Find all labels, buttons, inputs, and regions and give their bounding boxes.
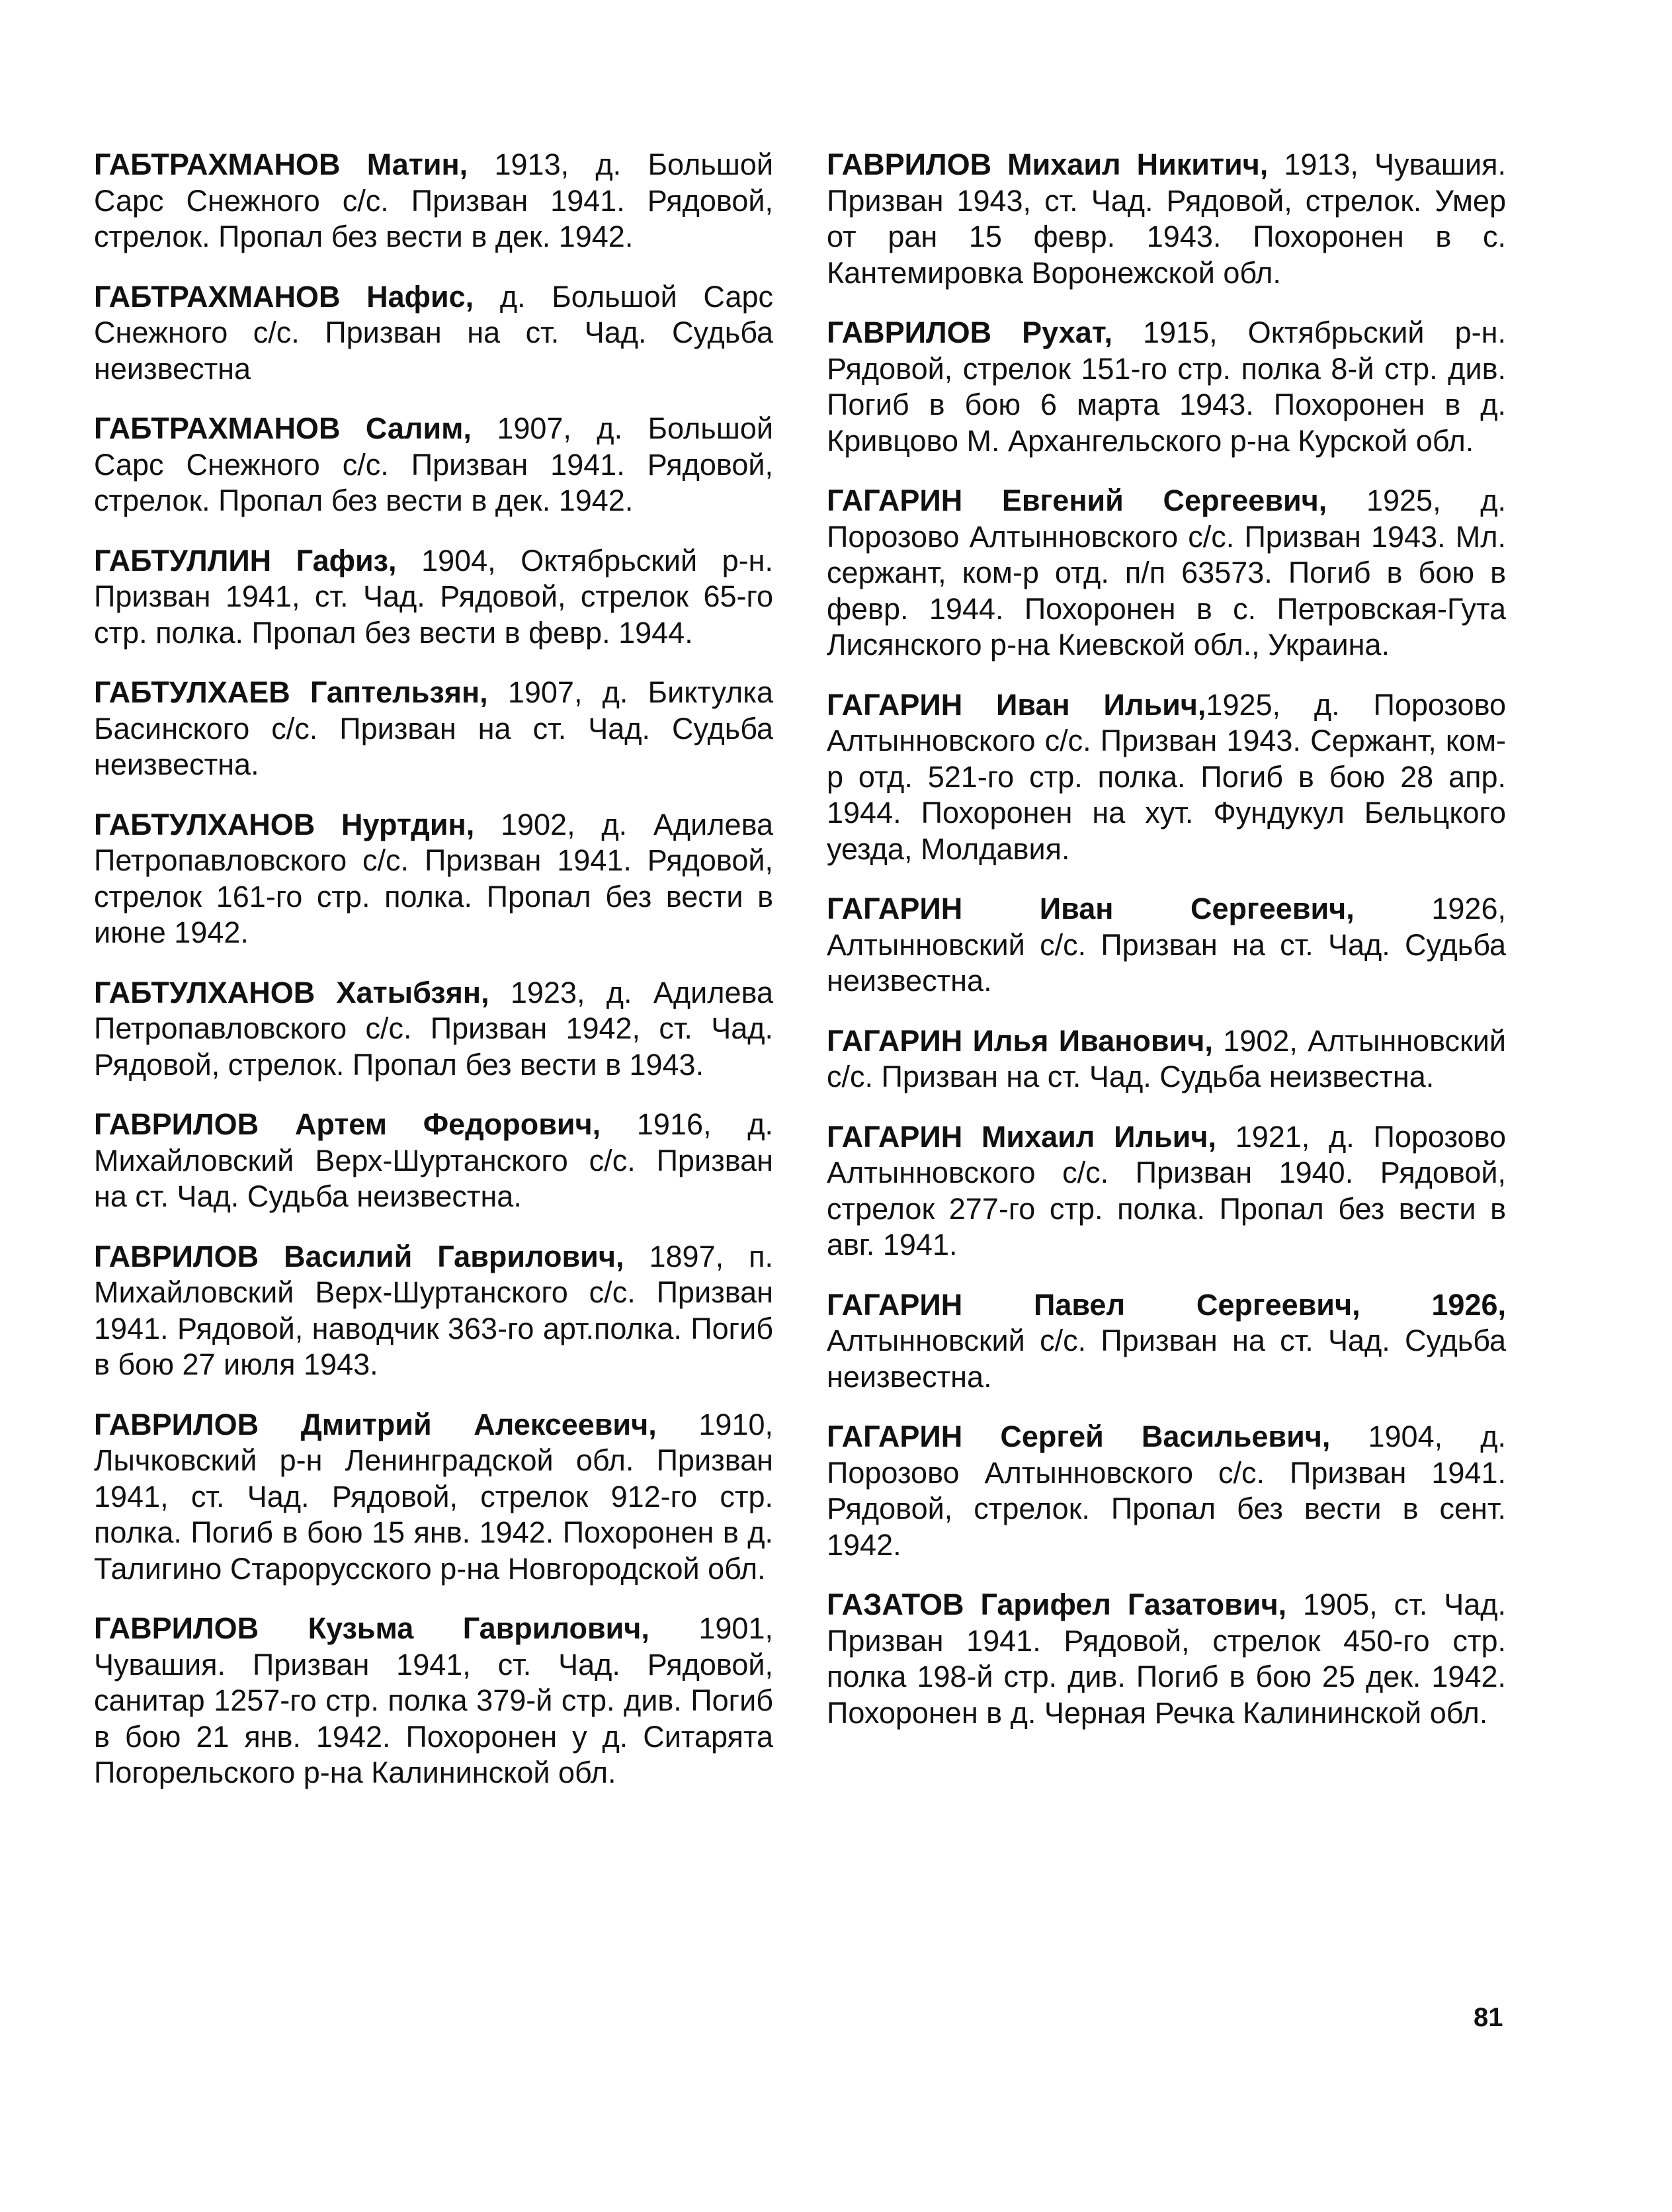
entry-text: 1904, Октябрьский р-н. Призван 1941, ст. Чад. Рядовой, стрелок 65-го стр. полка. Пропал без вести в февр. 1944. [94,543,773,650]
entry-gabtulkhaev-gaptelzyan [94,675,773,783]
entry-text: 1926, Алтынновский с/с. Призван на ст. Чад. Судьба неизвестна. [827,892,1506,998]
entry-name: ГАГАРИН Сергей Васильевич, [827,1420,1331,1453]
entry-name: ГАБТРАХМАНОВ Матин, [94,148,468,181]
entry-name: ГАВРИЛОВ Рухат, [827,316,1112,349]
entry-name: ГАГАРИН Павел Сергеевич, 1926, [827,1287,1506,1322]
entry-name: ГАВРИЛОВ Артем Федорович, [94,1107,601,1141]
entry-name: ГАБТРАХМАНОВ Нафис, [94,279,474,314]
entry-text: 1913, д. Большой Сарс Снежного с/с. Призван 1941. Рядовой, стрелок. Пропал без вести в дек. 1942. [94,148,773,253]
entry-gabtrakhmanov-salim [94,411,773,519]
entry-gagarin-ivan-sergeevich [827,891,1506,1000]
entry-text: 1907, д. Биктулка Басинского с/с. Призван на ст. Чад. Судьба неизвестна. [94,675,774,781]
entry-name: ГАБТУЛХАНОВ Хатыбзян, [94,975,489,1009]
entry-text: 1925, д. Порозово Алтынновского с/с. Призван 1943. Мл. сержант, ком-р отд. п/п 63573. Погиб в бою в февр. 1944. Похоронен в с. Петровская-Гута Лисянского р-на Киевской обл., Украина. [827,484,1506,661]
entry-name: ГАВРИЛОВ Михаил Никитич, [827,148,1269,181]
entry-gabtullin-gafiz [94,543,773,652]
entry-name: ГАГАРИН Евгений Сергеевич, [827,484,1327,517]
left-column [94,147,773,1815]
entry-text: 1913, Чувашия. Призван 1943, ст. Чад. Рядовой, стрелок. Умер от ран 15 февр. 1943. Похоронен в с. Кантемировка Воронежской обл. [827,148,1506,290]
entry-text: 1902, д. Адилева Петропавловского с/с. Призван 1941. Рядовой, стрелок 161-го стр. полка. Пропал без вести в июне 1942. [94,807,773,949]
entry-text: 1905, ст. Чад. Призван 1941. Рядовой, стрелок 450-го стр. полка 198-й стр. див. Погиб в бою 25 дек. 1942. Похоронен в д. Черная Речка Калининской обл. [827,1588,1506,1730]
entry-gavrilov-kuzma [94,1611,773,1791]
entry-gabtulkhanov-nurtdin [94,807,773,951]
entry-text: 1925, д. Порозово Алтынновского с/с. Призван 1943. Сержант, ком-р отд. 521-го стр. полка. Погиб в бою 28 апр. 1944. Похоронен на хут. Фундукул Бельцкого уезда, Молдавия. [827,687,1506,866]
entry-name: ГАГАРИН Михаил Ильич, [827,1119,1216,1154]
entry-gagarin-sergey [827,1419,1506,1563]
entry-gazatov-garifel [827,1587,1506,1731]
entry-name: ГАГАРИН Иван Сергеевич, [827,892,1355,925]
entry-gagarin-ivan-ilich [827,687,1506,868]
entry-gavrilov-rukhat [827,315,1506,459]
entry-name: ГАБТУЛХАНОВ Нуртдин, [94,807,475,841]
entry-text: 1902, Алтынновский с/с. Призван на ст. Чад. Судьба неизвестна. [827,1023,1506,1093]
entry-name: ГАВРИЛОВ Дмитрий Алексеевич, [94,1407,657,1441]
entry-text: 1915, Октябрьский р-н. Рядовой, стрелок 151-го стр. полка 8-й стр. див. Погиб в бою 6 марта 1943. Похоронен в д. Кривцово М. Архангельского р-на Курской обл. [827,316,1506,458]
entry-name: ГАБТРАХМАНОВ Салим, [94,411,472,445]
entry-name: ГАБТУЛХАЕВ Гаптельзян, [94,675,488,709]
entry-text: Алтынновский с/с. Призван на ст. Чад. Судьба неизвестна. [827,1324,1506,1394]
entry-text: 1907, д. Большой Сарс Снежного с/с. Призван 1941. Рядовой, стрелок. Пропал без вести в дек. 1942. [94,411,773,517]
entry-name: ГАЗАТОВ Гарифел Газатович, [827,1588,1287,1621]
entry-text: 1916, д. Михайловский Верх-Шуртанского с/с. Призван на ст. Чад. Судьба неизвестна. [94,1107,773,1213]
entry-text: 1897, п. Михайловский Верх-Шуртанского с/с. Призван 1941. Рядовой, наводчик 363-го арт.полка. Погиб в бою 27 июля 1943. [94,1239,773,1381]
entry-name: ГАГАРИН Иван Ильич, [827,687,1206,722]
entry-gavrilov-vasiliy [94,1239,773,1383]
entry-text: 1904, д. Порозово Алтынновского с/с. Призван 1941. Рядовой, стрелок. Пропал без вести в сент. 1942. [827,1420,1506,1562]
entry-gabtulkhanov-khatybzyan [94,975,773,1084]
entry-gavrilov-artem [94,1107,773,1215]
page-number: 81 [1474,2003,1503,2032]
entry-name: ГАВРИЛОВ Кузьма Гаврилович, [94,1611,649,1645]
entry-gavrilov-mikhail [827,147,1506,291]
entry-text: 1901, Чувашия. Призван 1941, ст. Чад. Рядовой, санитар 1257-го стр. полка 379-й стр. див. Погиб в бою 21 янв. 1942. Похоронен у д. Ситарята Погорельского р-на Калининской обл. [94,1611,773,1789]
entry-gabtrakhmanov-matin [94,147,773,255]
entry-name: ГАБТУЛЛИН Гафиз, [94,543,397,577]
entry-gagarin-mikhail [827,1119,1506,1263]
entry-text: 1923, д. Адилева Петропавловского с/с. Призван 1942, ст. Чад. Рядовой, стрелок. Пропал без вести в 1943. [94,975,773,1082]
entry-gagarin-ilya [827,1023,1506,1095]
entry-gabtrakhmanov-nafis [94,279,773,388]
right-column [827,147,1506,1755]
entry-gagarin-evgeniy [827,483,1506,663]
entry-text: 1921, д. Порозово Алтынновского с/с. Призван 1940. Рядовой, стрелок 277-го стр. полка. Пропал без вести в авг. 1941. [827,1119,1506,1261]
entry-text: д. Большой Сарс Снежного с/с. Призван на ст. Чад. Судьба неизвестна [94,279,773,386]
entry-name: ГАВРИЛОВ Василий Гаврилович, [94,1239,624,1273]
entry-name: ГАГАРИН Илья Иванович, [827,1023,1213,1058]
entry-text: 1910, Лычковский р-н Ленинградской обл. Призван 1941, ст. Чад. Рядовой, стрелок 912-го стр. полка. Погиб в бою 15 янв. 1942. Похоронен в д. Талигино Старорусского р-на Новгородской обл. [94,1407,773,1586]
entry-gavrilov-dmitriy [94,1407,773,1588]
entry-gagarin-pavel [827,1287,1506,1396]
